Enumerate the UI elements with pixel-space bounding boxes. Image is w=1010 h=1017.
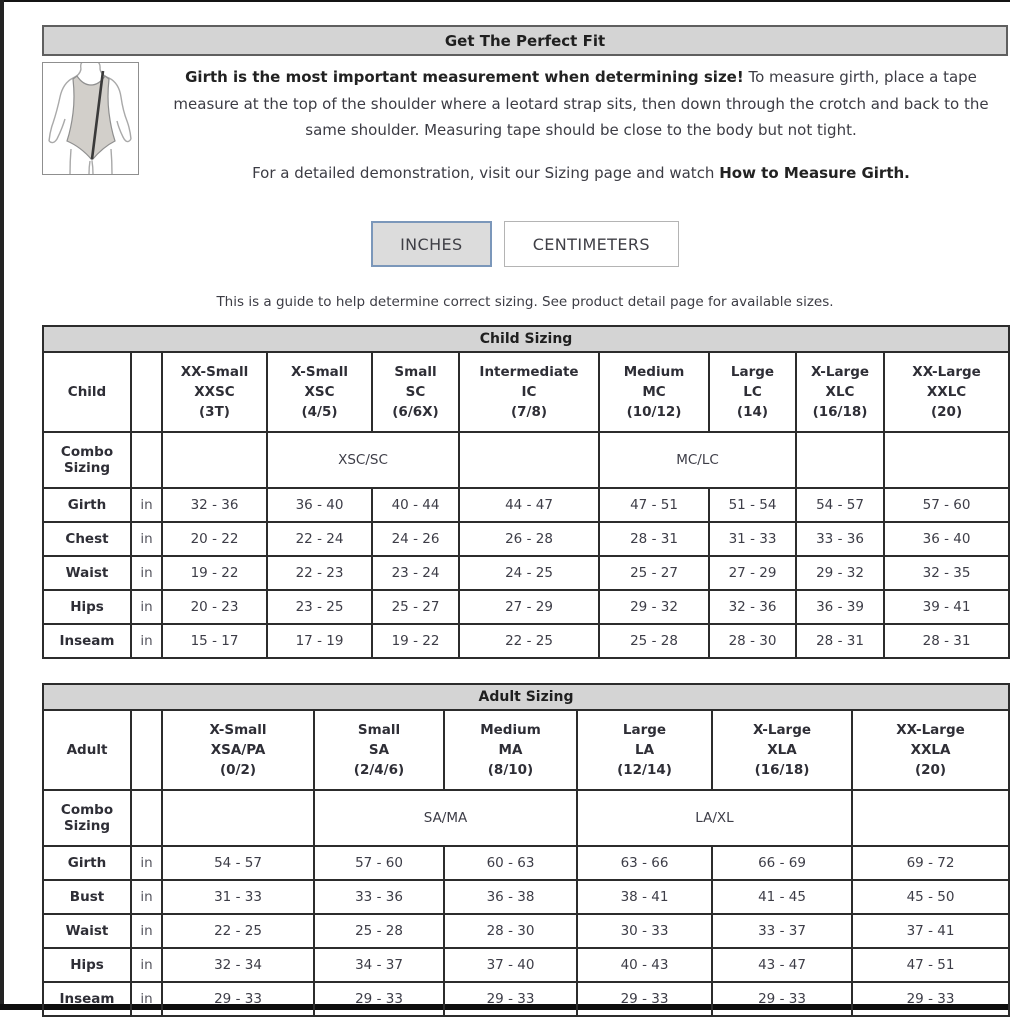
unit-cell: in bbox=[131, 522, 162, 556]
unit-cell: in bbox=[131, 488, 162, 522]
range-cell: 34 - 37 bbox=[314, 948, 444, 982]
unit-cell: in bbox=[131, 846, 162, 880]
range-cell: 17 - 19 bbox=[267, 624, 372, 658]
range-cell: 43 - 47 bbox=[712, 948, 852, 982]
size-column-sizes: (20) bbox=[914, 762, 947, 779]
size-column-name: XX-Small bbox=[180, 364, 249, 381]
range-cell: 36 - 39 bbox=[796, 590, 884, 624]
range-cell: 29 - 33 bbox=[444, 982, 577, 1016]
range-cell: 36 - 40 bbox=[884, 522, 1009, 556]
combo-empty-cell bbox=[459, 432, 599, 488]
table-section-title: Child Sizing bbox=[43, 326, 1009, 352]
page-title: Get The Perfect Fit bbox=[42, 25, 1008, 56]
range-cell: 29 - 33 bbox=[712, 982, 852, 1016]
child-sizing-table bbox=[42, 325, 1010, 659]
screenshot-left-edge bbox=[0, 0, 4, 1010]
range-cell: 29 - 33 bbox=[577, 982, 712, 1016]
size-column-code: XLA bbox=[767, 742, 797, 759]
measure-row-label: Inseam bbox=[43, 624, 131, 658]
range-cell: 28 - 30 bbox=[709, 624, 796, 658]
range-cell: 69 - 72 bbox=[852, 846, 1009, 880]
range-cell: 25 - 27 bbox=[372, 590, 459, 624]
table-corner-label: Adult bbox=[43, 710, 131, 790]
range-cell: 33 - 37 bbox=[712, 914, 852, 948]
size-column-name: Large bbox=[730, 364, 775, 381]
size-column-header bbox=[599, 352, 709, 432]
sizing-guide-note: This is a guide to help determine correct sizing. See product detail page for available sizes. bbox=[216, 294, 834, 311]
combo-size-span: MC/LC bbox=[599, 432, 796, 488]
range-cell: 25 - 28 bbox=[599, 624, 709, 658]
size-column-sizes: (12/14) bbox=[617, 762, 672, 779]
unit-cell: in bbox=[131, 948, 162, 982]
measure-row-label: Waist bbox=[43, 556, 131, 590]
table-row bbox=[43, 556, 1009, 590]
range-cell: 37 - 40 bbox=[444, 948, 577, 982]
size-column-header bbox=[459, 352, 599, 432]
range-cell: 25 - 27 bbox=[599, 556, 709, 590]
range-cell: 31 - 33 bbox=[709, 522, 796, 556]
size-column-code: LA bbox=[634, 742, 655, 759]
unit-cell: in bbox=[131, 556, 162, 590]
range-cell: 57 - 60 bbox=[884, 488, 1009, 522]
unit-column-header bbox=[131, 352, 162, 432]
size-column-header bbox=[577, 710, 712, 790]
range-cell: 30 - 33 bbox=[577, 914, 712, 948]
range-cell: 41 - 45 bbox=[712, 880, 852, 914]
size-column-name: Medium bbox=[480, 722, 541, 739]
size-column-header bbox=[162, 710, 314, 790]
range-cell: 22 - 25 bbox=[162, 914, 314, 948]
size-column-sizes: (16/18) bbox=[812, 404, 868, 421]
range-cell: 32 - 35 bbox=[884, 556, 1009, 590]
table-row bbox=[43, 880, 1009, 914]
range-cell: 28 - 31 bbox=[599, 522, 709, 556]
range-cell: 36 - 40 bbox=[267, 488, 372, 522]
size-column-sizes: (0/2) bbox=[219, 762, 257, 779]
range-cell: 40 - 43 bbox=[577, 948, 712, 982]
size-column-name: X-Large bbox=[752, 722, 812, 739]
size-column-header bbox=[372, 352, 459, 432]
range-cell: 47 - 51 bbox=[599, 488, 709, 522]
range-cell: 20 - 23 bbox=[162, 590, 267, 624]
size-column-header bbox=[444, 710, 577, 790]
combo-unit-cell bbox=[131, 432, 162, 488]
range-cell: 44 - 47 bbox=[459, 488, 599, 522]
measure-row-label: Hips bbox=[43, 590, 131, 624]
size-column-code: XLC bbox=[825, 384, 855, 401]
size-column-sizes: (7/8) bbox=[510, 404, 548, 421]
size-column-name: Small bbox=[394, 364, 437, 381]
inches-button[interactable]: INCHES bbox=[371, 221, 492, 267]
table-row bbox=[43, 624, 1009, 658]
range-cell: 45 - 50 bbox=[852, 880, 1009, 914]
size-column-code: SA bbox=[368, 742, 390, 759]
demo-bold-link-text: How to Measure Girth. bbox=[719, 164, 910, 183]
range-cell: 38 - 41 bbox=[577, 880, 712, 914]
size-column-code: MA bbox=[498, 742, 523, 759]
size-column-code: LC bbox=[743, 384, 762, 401]
size-column-code: XXLC bbox=[926, 384, 967, 401]
range-cell: 63 - 66 bbox=[577, 846, 712, 880]
table-section-title: Adult Sizing bbox=[43, 684, 1009, 710]
screenshot-top-edge bbox=[0, 0, 1010, 2]
range-cell: 37 - 41 bbox=[852, 914, 1009, 948]
size-column-name: XX-Large bbox=[912, 364, 981, 381]
range-cell: 19 - 22 bbox=[372, 624, 459, 658]
range-cell: 24 - 25 bbox=[459, 556, 599, 590]
size-column-name: X-Large bbox=[810, 364, 870, 381]
size-column-code: XXLA bbox=[910, 742, 951, 759]
combo-row-label: Combo Sizing bbox=[43, 790, 131, 846]
unit-cell: in bbox=[131, 914, 162, 948]
range-cell: 28 - 30 bbox=[444, 914, 577, 948]
table-row bbox=[43, 914, 1009, 948]
size-column-code: IC bbox=[521, 384, 537, 401]
size-column-name: X-Small bbox=[209, 722, 267, 739]
size-column-code: SC bbox=[405, 384, 426, 401]
table-row bbox=[43, 982, 1009, 1016]
size-column-sizes: (8/10) bbox=[487, 762, 534, 779]
unit-toggle-group bbox=[42, 221, 1008, 267]
combo-empty-cell bbox=[796, 432, 884, 488]
measure-row-label: Chest bbox=[43, 522, 131, 556]
range-cell: 22 - 23 bbox=[267, 556, 372, 590]
range-cell: 28 - 31 bbox=[796, 624, 884, 658]
leotard-girth-diagram-icon bbox=[42, 62, 139, 175]
size-column-sizes: (2/4/6) bbox=[353, 762, 405, 779]
range-cell: 20 - 22 bbox=[162, 522, 267, 556]
range-cell: 23 - 24 bbox=[372, 556, 459, 590]
range-cell: 24 - 26 bbox=[372, 522, 459, 556]
combo-row-label: Combo Sizing bbox=[43, 432, 131, 488]
size-column-header bbox=[709, 352, 796, 432]
range-cell: 54 - 57 bbox=[796, 488, 884, 522]
measure-row-label: Girth bbox=[43, 488, 131, 522]
table-row bbox=[43, 846, 1009, 880]
size-column-sizes: (14) bbox=[736, 404, 769, 421]
range-cell: 29 - 33 bbox=[162, 982, 314, 1016]
size-column-code: XSA/PA bbox=[210, 742, 266, 759]
size-column-header bbox=[884, 352, 1009, 432]
size-column-code: MC bbox=[642, 384, 666, 401]
measure-row-label: Hips bbox=[43, 948, 131, 982]
combo-empty-cell bbox=[162, 790, 314, 846]
range-cell: 40 - 44 bbox=[372, 488, 459, 522]
range-cell: 31 - 33 bbox=[162, 880, 314, 914]
range-cell: 26 - 28 bbox=[459, 522, 599, 556]
range-cell: 25 - 28 bbox=[314, 914, 444, 948]
size-column-code: XSC bbox=[304, 384, 335, 401]
range-cell: 54 - 57 bbox=[162, 846, 314, 880]
size-column-sizes: (16/18) bbox=[754, 762, 810, 779]
measure-row-label: Bust bbox=[43, 880, 131, 914]
range-cell: 33 - 36 bbox=[796, 522, 884, 556]
table-row bbox=[43, 590, 1009, 624]
size-column-header bbox=[796, 352, 884, 432]
demo-prefix: For a detailed demonstration, visit our Sizing page and watch bbox=[252, 164, 720, 183]
range-cell: 29 - 33 bbox=[314, 982, 444, 1016]
unit-cell: in bbox=[131, 624, 162, 658]
combo-empty-cell bbox=[884, 432, 1009, 488]
range-cell: 36 - 38 bbox=[444, 880, 577, 914]
combo-size-span: XSC/SC bbox=[267, 432, 459, 488]
range-cell: 22 - 24 bbox=[267, 522, 372, 556]
measure-row-label: Waist bbox=[43, 914, 131, 948]
range-cell: 27 - 29 bbox=[459, 590, 599, 624]
table-row bbox=[43, 488, 1009, 522]
combo-size-span: SA/MA bbox=[314, 790, 577, 846]
size-column-name: Small bbox=[357, 722, 401, 739]
range-cell: 66 - 69 bbox=[712, 846, 852, 880]
size-column-header bbox=[852, 710, 1009, 790]
range-cell: 15 - 17 bbox=[162, 624, 267, 658]
girth-intro-bold: Girth is the most important measurement when determining size! bbox=[185, 68, 744, 86]
unit-column-header bbox=[131, 710, 162, 790]
range-cell: 60 - 63 bbox=[444, 846, 577, 880]
size-column-header bbox=[162, 352, 267, 432]
sizing-guide-page bbox=[42, 25, 1008, 1017]
range-cell: 29 - 32 bbox=[796, 556, 884, 590]
adult-sizing-table bbox=[42, 683, 1010, 1017]
range-cell: 33 - 36 bbox=[314, 880, 444, 914]
range-cell: 27 - 29 bbox=[709, 556, 796, 590]
size-column-header bbox=[314, 710, 444, 790]
size-column-sizes: (6/6X) bbox=[392, 404, 439, 421]
measure-row-label: Inseam bbox=[43, 982, 131, 1016]
girth-intro-paragraph bbox=[154, 64, 1008, 144]
range-cell: 22 - 25 bbox=[459, 624, 599, 658]
combo-empty-cell bbox=[162, 432, 267, 488]
range-cell: 32 - 34 bbox=[162, 948, 314, 982]
size-column-header bbox=[712, 710, 852, 790]
measure-row-label: Girth bbox=[43, 846, 131, 880]
size-column-sizes: (20) bbox=[930, 404, 963, 421]
range-cell: 47 - 51 bbox=[852, 948, 1009, 982]
range-cell: 32 - 36 bbox=[709, 590, 796, 624]
unit-cell: in bbox=[131, 982, 162, 1016]
unit-cell: in bbox=[131, 590, 162, 624]
combo-unit-cell bbox=[131, 790, 162, 846]
size-column-code: XXSC bbox=[194, 384, 235, 401]
range-cell: 39 - 41 bbox=[884, 590, 1009, 624]
girth-intro-body: To measure girth, place a tape measure at the top of the shoulder where a leotard strap sits, then down through the crotch and back to the same shoulder. Measuring tape should be close to the body but not tight. bbox=[173, 68, 989, 140]
table-row bbox=[43, 948, 1009, 982]
girth-intro-section bbox=[42, 62, 1008, 182]
range-cell: 29 - 33 bbox=[852, 982, 1009, 1016]
size-column-name: XX-Large bbox=[896, 722, 965, 739]
size-column-name: Large bbox=[622, 722, 667, 739]
table-row bbox=[43, 522, 1009, 556]
range-cell: 23 - 25 bbox=[267, 590, 372, 624]
unit-cell: in bbox=[131, 880, 162, 914]
leotard-shape bbox=[67, 76, 115, 160]
range-cell: 32 - 36 bbox=[162, 488, 267, 522]
centimeters-button[interactable]: CENTIMETERS bbox=[504, 221, 679, 267]
size-column-name: Medium bbox=[623, 364, 685, 381]
range-cell: 57 - 60 bbox=[314, 846, 444, 880]
girth-intro-text-column bbox=[154, 62, 1008, 182]
range-cell: 19 - 22 bbox=[162, 556, 267, 590]
size-column-sizes: (4/5) bbox=[301, 404, 338, 421]
range-cell: 51 - 54 bbox=[709, 488, 796, 522]
size-column-sizes: (10/12) bbox=[626, 404, 682, 421]
range-cell: 28 - 31 bbox=[884, 624, 1009, 658]
demo-line bbox=[154, 164, 1008, 182]
combo-size-span: LA/XL bbox=[577, 790, 852, 846]
size-column-header bbox=[267, 352, 372, 432]
range-cell: 29 - 32 bbox=[599, 590, 709, 624]
size-column-name: X-Small bbox=[290, 364, 349, 381]
size-column-sizes: (3T) bbox=[199, 404, 230, 421]
size-column-name: Intermediate bbox=[479, 364, 579, 381]
table-corner-label: Child bbox=[43, 352, 131, 432]
combo-empty-cell bbox=[852, 790, 1009, 846]
